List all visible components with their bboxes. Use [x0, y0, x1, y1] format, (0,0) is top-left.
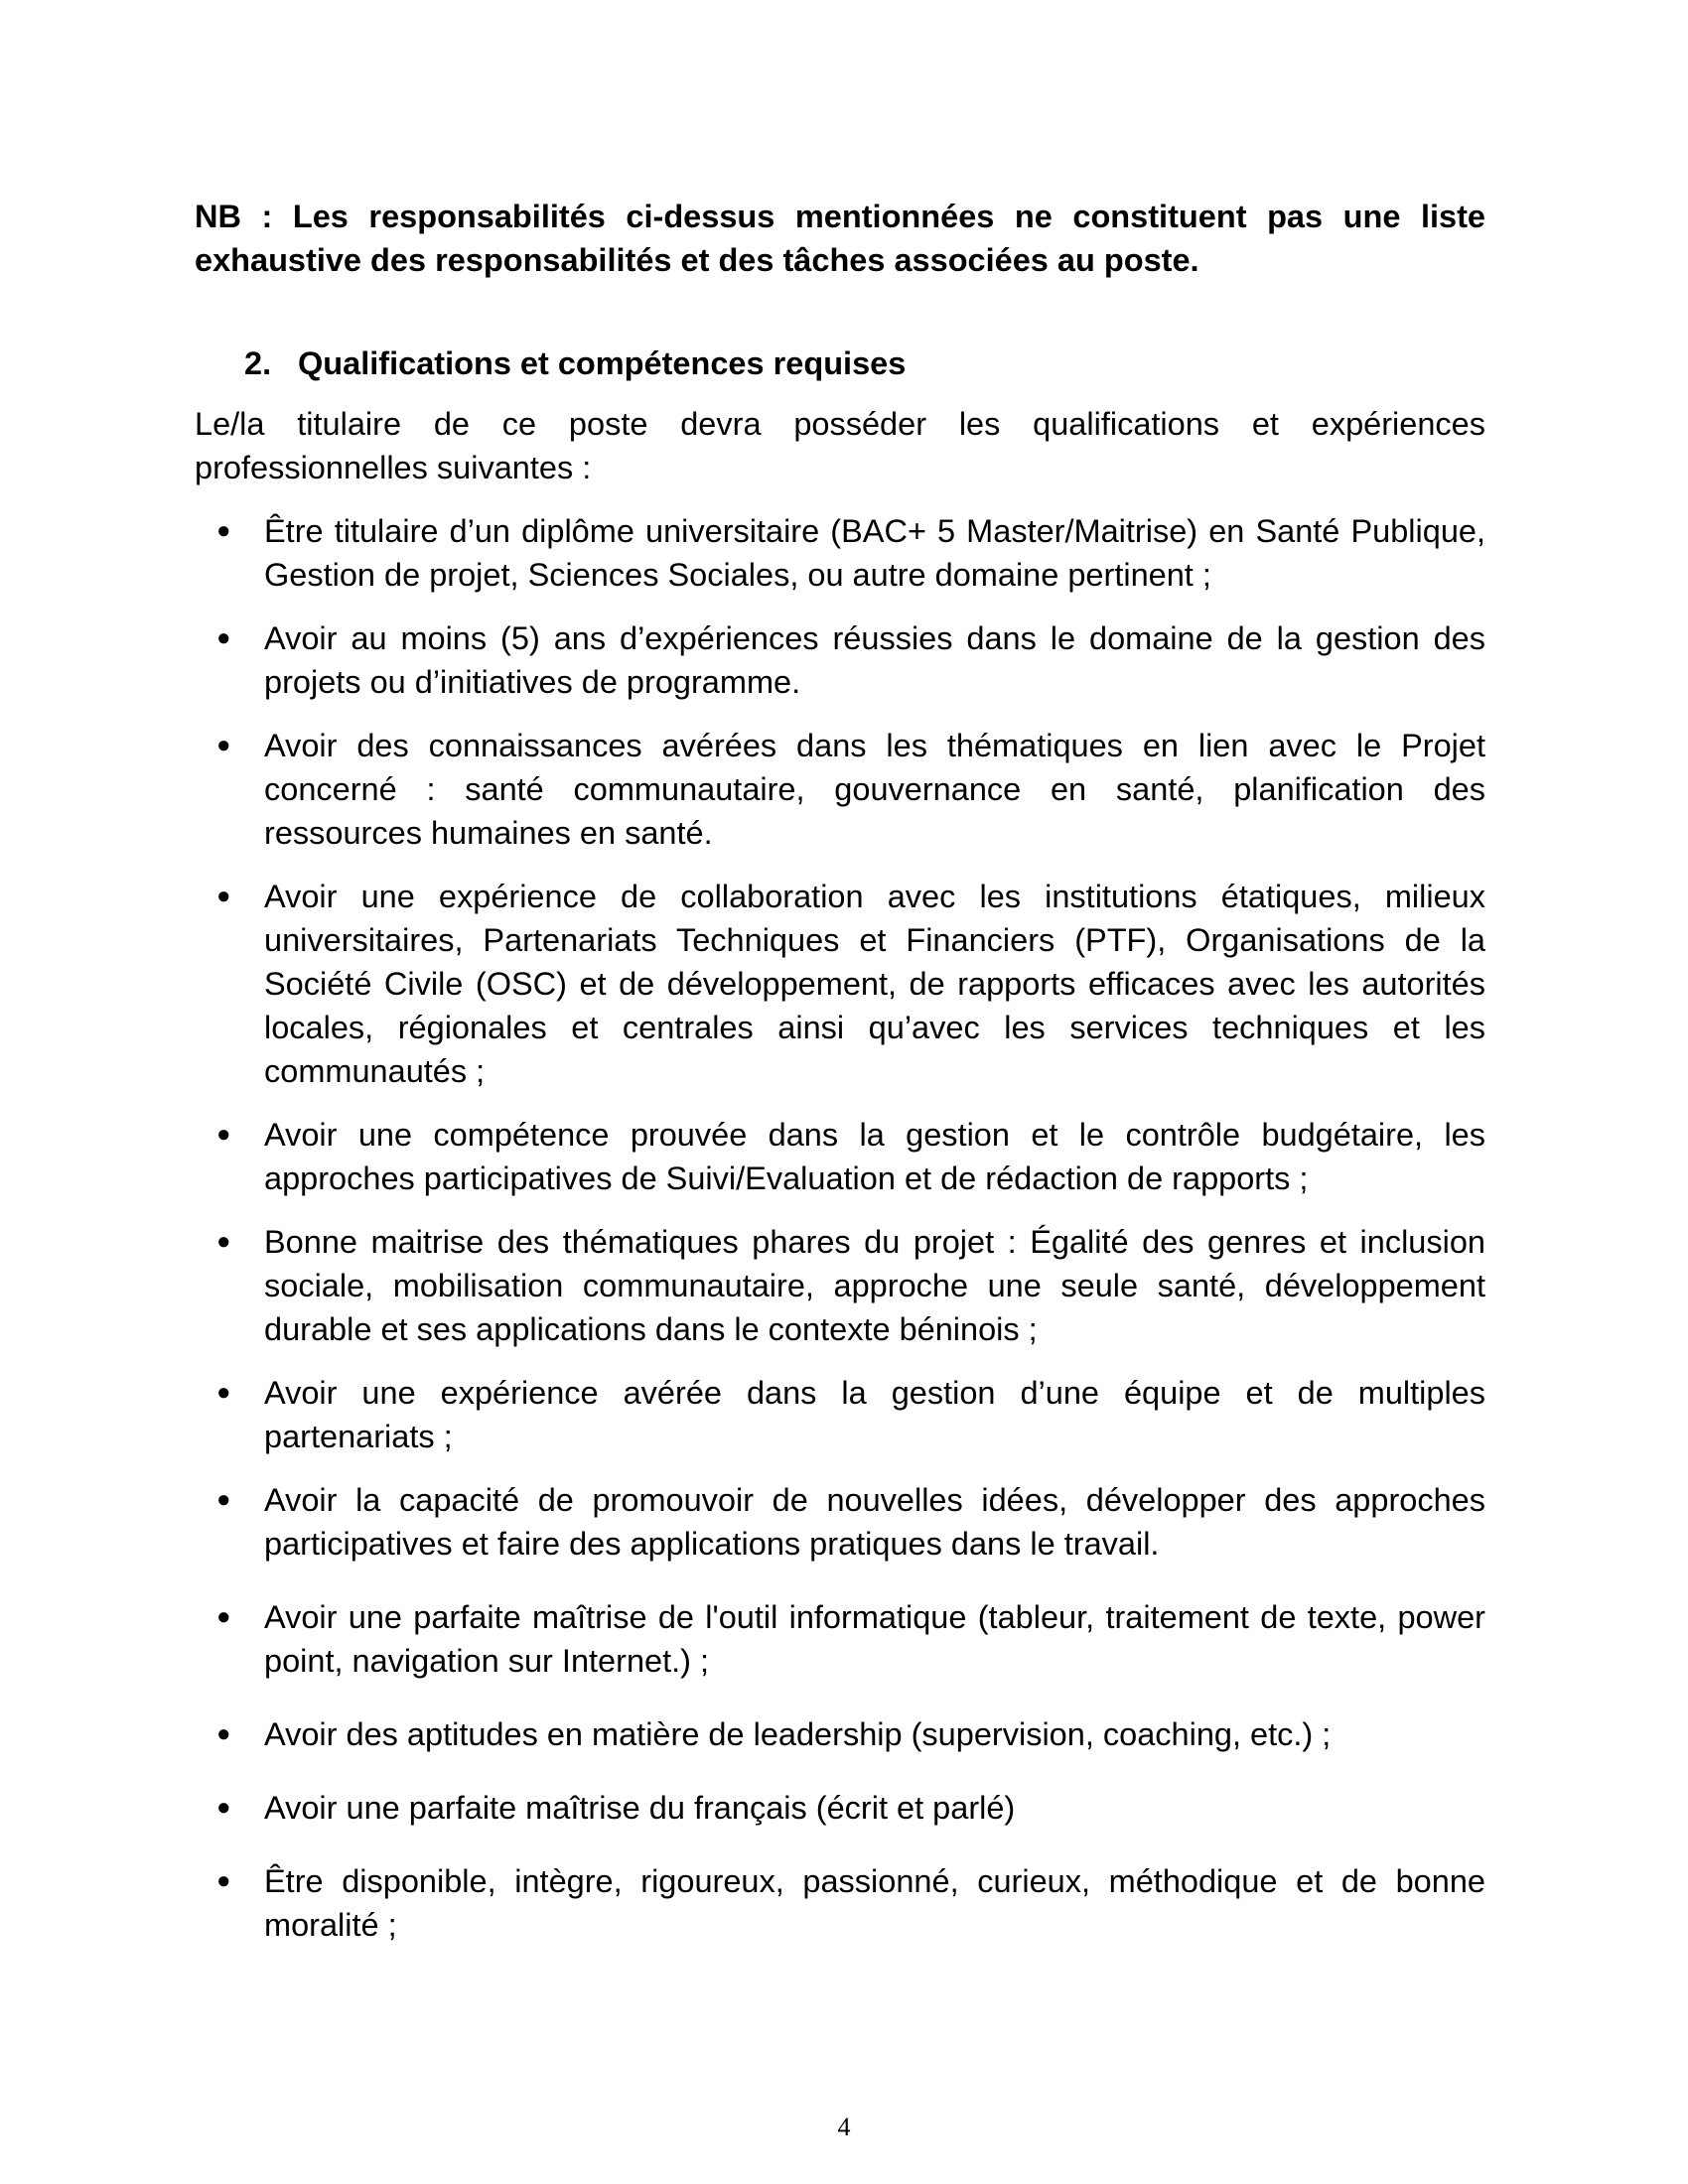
list-item-text: Avoir des aptitudes en matière de leadership (supervision, coaching, etc.) ;: [264, 1716, 1332, 1752]
list-item-text: Avoir une parfaite maîtrise du français (écrit et parlé): [264, 1790, 1016, 1826]
page-content: [195, 195, 1485, 1967]
list-item-text: Avoir une compétence prouvée dans la gestion et le contrôle budgétaire, les approches participatives de Suivi/Evaluation et de rédaction de rapports ;: [264, 1117, 1485, 1196]
page-number: 4: [837, 2113, 851, 2141]
bullet-icon: ●: [216, 1603, 231, 1630]
list-item: [195, 1859, 1485, 1947]
list-item: [195, 1786, 1485, 1830]
bullet-icon: ●: [216, 1379, 231, 1406]
list-item: [195, 1595, 1485, 1683]
list-item-text: Avoir au moins (5) ans d’expériences réussies dans le domaine de la gestion des projets ou d’initiatives de programme.: [264, 620, 1485, 700]
list-item-text: Avoir une expérience avérée dans la gestion d’une équipe et de multiples partenariats ;: [264, 1375, 1485, 1454]
section-number: 2.: [244, 345, 272, 381]
list-item-text: Être disponible, intègre, rigoureux, passionné, curieux, méthodique et de bonne moralité ;: [264, 1863, 1485, 1943]
list-item-text: Avoir des connaissances avérées dans les thématiques en lien avec le Projet concerné : santé communautaire, gouvernance en santé, planification des ressources humaines en santé.: [264, 728, 1485, 851]
list-item-text: Avoir une expérience de collaboration avec les institutions étatiques, milieux universitaires, Partenariats Techniques et Financiers (PTF), Organisations de la Société Civile (OSC) et de développement, de rapports efficaces avec les autorités locales, régionales et centrales ainsi qu’avec les services techniques et les communautés ;: [264, 879, 1485, 1089]
bullet-icon: ●: [216, 1486, 231, 1513]
list-item-text: Bonne maitrise des thématiques phares du projet : Égalité des genres et inclusion sociale, mobilisation communautaire, approche une seule santé, développement durable et ses applications dans le contexte béninois ;: [264, 1224, 1485, 1347]
list-item: [195, 616, 1485, 704]
list-item: [195, 875, 1485, 1093]
bullet-icon: ●: [216, 1720, 231, 1747]
list-item: [195, 1478, 1485, 1566]
section-intro: Le/la titulaire de ce poste devra posséder les qualifications et expériences professionnelles suivantes :: [195, 406, 1485, 485]
list-item-text: Avoir une parfaite maîtrise de l'outil informatique (tableur, traitement de texte, power point, navigation sur Internet.) ;: [264, 1599, 1485, 1679]
bullet-icon: ●: [216, 624, 231, 651]
bullet-icon: ●: [216, 1121, 231, 1148]
list-item-text: Avoir la capacité de promouvoir de nouvelles idées, développer des approches participatives et faire des applications pratiques dans le travail.: [264, 1482, 1485, 1562]
bullet-icon: ●: [216, 1867, 231, 1894]
bullet-icon: ●: [216, 1228, 231, 1255]
qualifications-list: [195, 509, 1485, 1947]
list-item: [195, 1113, 1485, 1200]
bullet-icon: ●: [216, 732, 231, 758]
bullet-icon: ●: [216, 883, 231, 909]
section-heading: [195, 341, 1485, 385]
list-item-text: Être titulaire d’un diplôme universitaire (BAC+ 5 Master/Maitrise) en Santé Publique, Gestion de projet, Sciences Sociales, ou autre domaine pertinent ;: [264, 513, 1485, 593]
list-item: [195, 509, 1485, 597]
list-item: [195, 724, 1485, 855]
nb-note: NB : Les responsabilités ci-dessus mentionnées ne constituent pas une liste exhaustive des responsabilités et des tâches associées au poste.: [195, 199, 1485, 278]
list-item: [195, 1220, 1485, 1351]
list-item: [195, 1712, 1485, 1756]
bullet-icon: ●: [216, 517, 231, 544]
bullet-icon: ●: [216, 1794, 231, 1821]
list-item: [195, 1371, 1485, 1458]
section-title: Qualifications et compétences requises: [298, 345, 907, 381]
